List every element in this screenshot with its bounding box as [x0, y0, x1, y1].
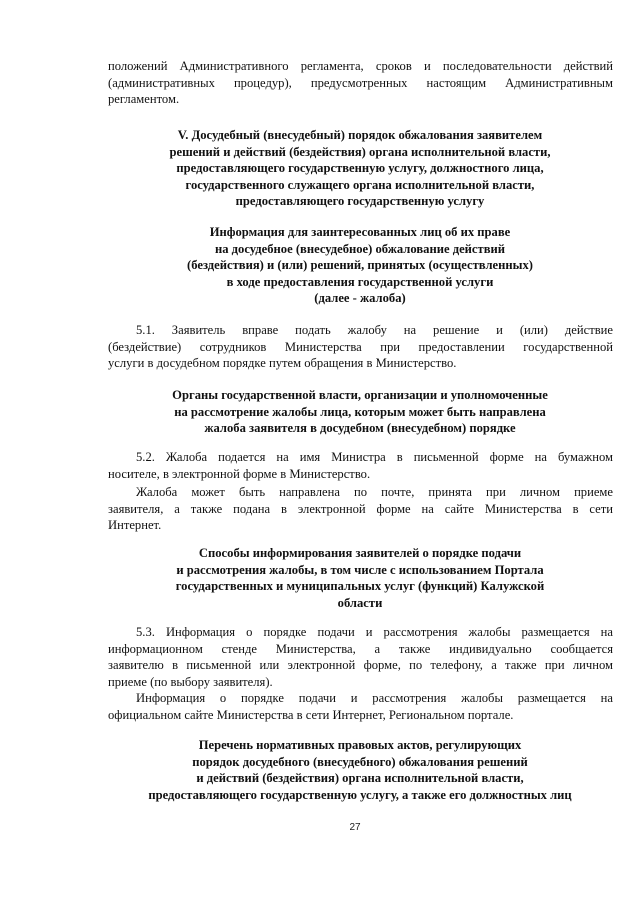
- text-line: 5.3. Информация о порядке подачи и рассмотрения жалобы размещается на: [136, 625, 613, 639]
- heading-line: на досудебное (внесудебное) обжалование действий: [214, 241, 506, 256]
- text-line: официальном сайте Министерства в сети Интернет, Региональном портале.: [108, 707, 514, 722]
- info-heading: [100, 224, 620, 307]
- paragraph-5-3: [108, 624, 613, 690]
- page-number: 27: [349, 822, 361, 833]
- paragraph-5-2-b: [108, 484, 613, 534]
- text-line: носителе, в электронной форме в Министерство.: [108, 466, 371, 481]
- intro-paragraph: [108, 58, 613, 108]
- heading-line: решений и действий (бездействия) органа исполнительной власти,: [169, 144, 551, 159]
- organs-heading: [100, 387, 620, 437]
- text-line: Жалоба может быть направлена по почте, принята при личном приеме: [136, 485, 613, 499]
- ways-heading: [100, 545, 620, 611]
- heading-line: порядок досудебного (внесудебного) обжалования решений: [192, 754, 528, 769]
- heading-line: области: [337, 595, 383, 610]
- text-line: информационном стенде Министерства, а также индивидуально сообщается: [108, 641, 613, 656]
- heading-line: и действий (бездействия) органа исполнительной власти,: [196, 771, 524, 786]
- text-line: приеме (по выбору заявителя).: [108, 674, 273, 689]
- acts-heading: [100, 737, 620, 803]
- paragraph-5-1: [108, 322, 613, 372]
- heading-line: V. Досудебный (внесудебный) порядок обжалования заявителем: [177, 128, 543, 142]
- heading-line: предоставляющего государственную услугу, должностного лица,: [176, 161, 544, 176]
- heading-line: Перечень нормативных правовых актов, регулирующих: [198, 738, 522, 752]
- heading-line: (бездействия) и (или) решений, принятых (осуществленных): [187, 258, 533, 273]
- text-line: заявителя, а также подана в электронной форме на сайте Министерства в сети: [108, 501, 613, 516]
- text-line: (бездействие) сотрудников Министерства при предоставлении государственной: [108, 339, 613, 354]
- heading-line: Органы государственной власти, организации и уполномоченные: [172, 388, 548, 402]
- heading-line: государственного служащего органа исполнительной власти,: [185, 177, 535, 192]
- heading-line: предоставляющего государственную услугу: [235, 194, 485, 209]
- section-5-heading: [100, 127, 620, 210]
- heading-line: жалоба заявителя в досудебном (внесудебном) порядке: [204, 421, 516, 436]
- heading-line: на рассмотрение жалобы лица, которым может быть направлена: [174, 404, 546, 419]
- text-line: Интернет.: [108, 518, 162, 533]
- heading-line: и рассмотрения жалобы, в том числе с использованием Портала: [176, 562, 544, 577]
- heading-line: (далее - жалоба): [314, 291, 406, 306]
- heading-line: предоставляющего государственную услугу, а также его должностных лиц: [148, 787, 572, 802]
- heading-line: в ходе предоставления государственной услуги: [226, 274, 494, 289]
- paragraph-5-2: [108, 449, 613, 482]
- text-line: положений Административного регламента, сроков и последовательности действий: [108, 59, 613, 73]
- paragraph-5-3-b: [108, 690, 613, 723]
- text-line: Информация о порядке подачи и рассмотрения жалобы размещается на: [136, 691, 613, 705]
- text-line: регламентом.: [108, 92, 180, 107]
- text-line: 5.1. Заявитель вправе подать жалобу на решение и (или) действие: [136, 323, 613, 337]
- heading-line: государственных и муниципальных услуг (функций) Калужской: [175, 579, 545, 594]
- text-line: услуги в досудебном порядке путем обращения в Министерство.: [108, 356, 457, 371]
- text-line: (административных процедур), предусмотренных настоящим Административным: [108, 75, 613, 90]
- text-line: 5.2. Жалоба подается на имя Министра в письменной форме на бумажном: [136, 450, 613, 464]
- text-line: заявителю в письменной или электронной форме, по телефону, а также при личном: [108, 658, 613, 673]
- heading-line: Информация для заинтересованных лиц об их праве: [209, 225, 511, 239]
- heading-line: Способы информирования заявителей о порядке подачи: [198, 546, 522, 560]
